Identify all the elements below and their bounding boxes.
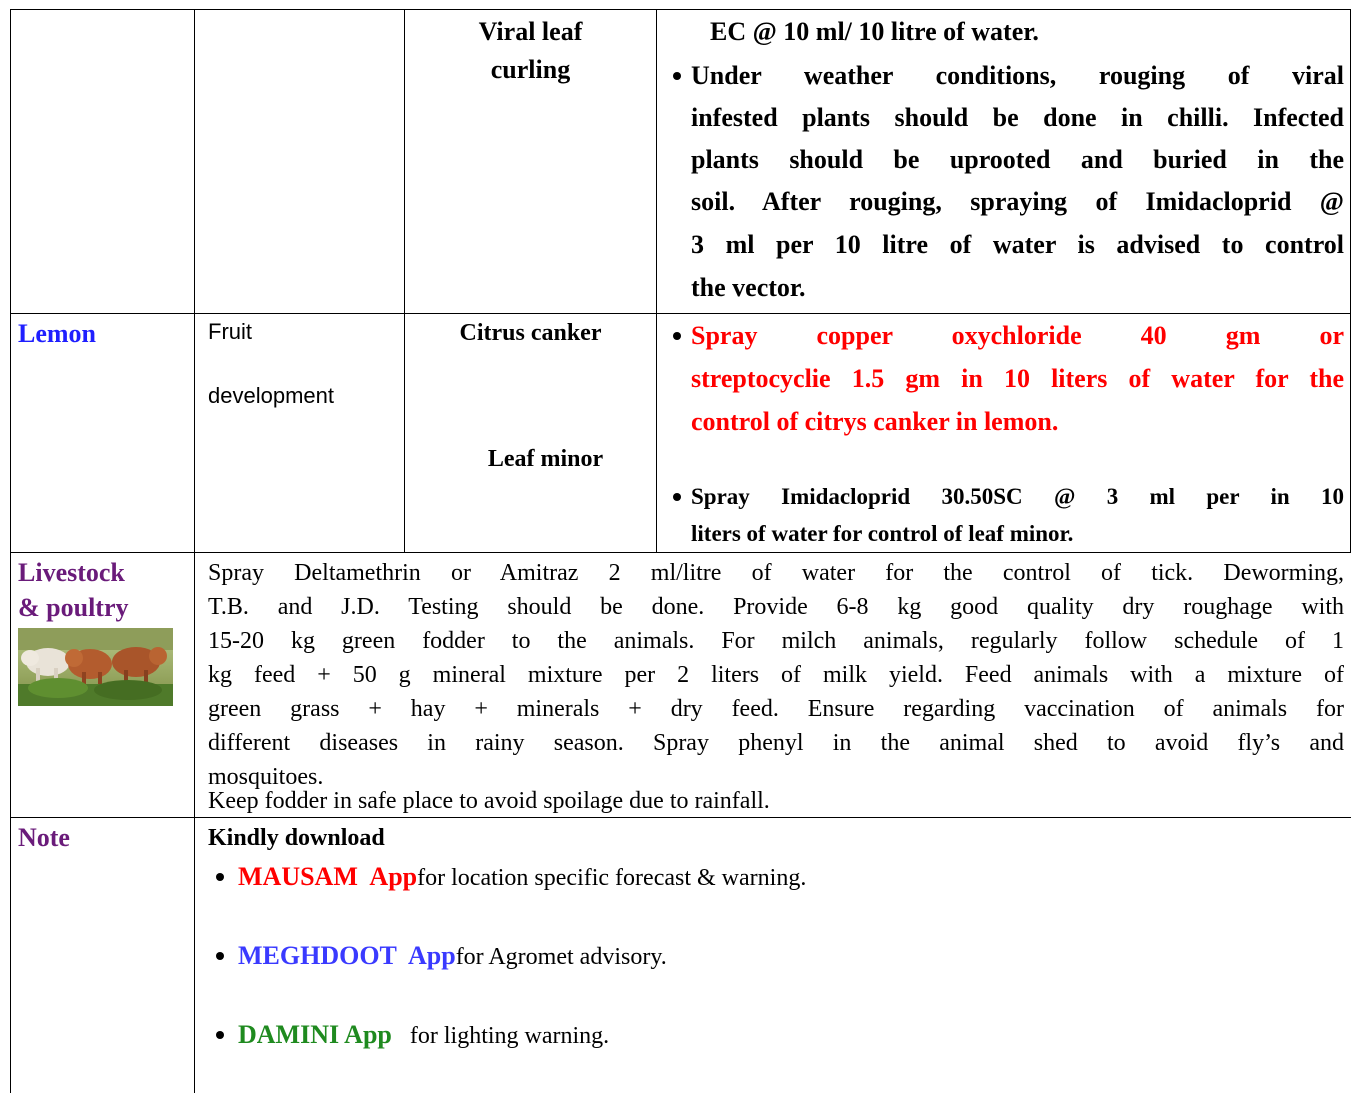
stage-development: development	[208, 383, 334, 408]
livestock-text-line4: kg feed + 50 g mineral mixture per 2 liters of milk yield. Feed animals with a mixture of	[208, 662, 1344, 688]
lemon-advice2-line1: Spray Imidacloprid 30.50SC @ 3 ml per in 10	[691, 484, 1344, 509]
livestock-text-line2: T.B. and J.D. Testing should be done. Provide 6-8 kg good quality dry roughage with	[208, 594, 1344, 620]
livestock-text-line1: Spray Deltamethrin or Amitraz 2 ml/litre of water for the control of tick. Deworming,	[208, 560, 1344, 586]
problem-leaf-minor: Leaf minor	[487, 446, 604, 472]
bullet-icon	[673, 493, 681, 501]
chilli-advice-line3: plants should be uprooted and buried in the	[691, 145, 1344, 174]
note-label: Note	[18, 823, 70, 852]
note-item-meghdoot	[238, 939, 667, 974]
livestock-text-line3: 15-20 kg green fodder to the animals. For milch animals, regularly follow schedule of 1	[208, 628, 1344, 654]
row-divider-2	[10, 552, 1351, 553]
row-divider-1	[10, 313, 1351, 314]
note-item-mausam	[238, 860, 806, 895]
table-border-right	[1350, 9, 1351, 552]
damini-app-desc: for lighting warning.	[391, 1023, 610, 1049]
chilli-advice-line2: infested plants should be done in chilli. Infected	[691, 103, 1344, 132]
problem-citrus-canker: Citrus canker	[459, 320, 602, 346]
table-border-top	[10, 9, 1351, 10]
livestock-label-line1: Livestock	[18, 558, 125, 587]
problem-viral-leaf-curling-line1: Viral leaf	[478, 17, 583, 46]
bullet-icon	[673, 332, 681, 340]
bullet-icon	[216, 873, 224, 881]
note-item-damini	[238, 1018, 609, 1053]
cattle-photo	[18, 628, 173, 706]
meghdoot-app-link[interactable]: MEGHDOOT App	[238, 941, 456, 970]
col-divider-1	[194, 9, 195, 1093]
lemon-advice1-line2: streptocyclie 1.5 gm in 10 liters of water for the	[691, 364, 1344, 393]
chilli-advice-line1: Under weather conditions, rouging of viral	[691, 61, 1344, 90]
livestock-label-line2: & poultry	[18, 593, 129, 622]
bullet-icon	[216, 952, 224, 960]
livestock-text-line6: different diseases in rainy season. Spray phenyl in the animal shed to avoid fly’s and	[208, 730, 1344, 756]
livestock-text-line8: Keep fodder in safe place to avoid spoilage due to rainfall.	[208, 788, 770, 814]
livestock-text-line5: green grass + hay + minerals + dry feed. Ensure regarding vaccination of animals for	[208, 696, 1344, 722]
chilli-advice-line4: soil. After rouging, spraying of Imidacloprid @	[691, 187, 1344, 216]
lemon-advice2-line2: liters of water for control of leaf minor.	[691, 521, 1074, 546]
lemon-advice1-line3: control of citrys canker in lemon.	[691, 407, 1059, 436]
meghdoot-app-desc: for Agromet advisory.	[455, 944, 667, 970]
cattle-image	[18, 628, 173, 706]
chilli-advice-line0: EC @ 10 ml/ 10 litre of water.	[710, 17, 1039, 46]
damini-app-link[interactable]: DAMINI App	[238, 1020, 392, 1049]
mausam-app-desc: for location specific forecast & warning.	[417, 865, 807, 891]
col-divider-2	[404, 9, 405, 552]
livestock-text-line7: mosquitoes.	[208, 764, 324, 790]
note-heading: Kindly download	[208, 825, 385, 851]
bullet-icon	[216, 1031, 224, 1039]
chilli-advice-line6: the vector.	[691, 273, 806, 302]
bullet-icon	[673, 72, 681, 80]
lemon-advice1-line1: Spray copper oxychloride 40 gm or	[691, 321, 1344, 350]
stage-fruit: Fruit	[208, 319, 252, 344]
mausam-app-link[interactable]: MAUSAM App	[238, 862, 418, 891]
crop-lemon: Lemon	[18, 319, 96, 348]
table-border-left	[10, 9, 11, 1093]
problem-viral-leaf-curling-line2: curling	[490, 55, 571, 84]
chilli-advice-line5: 3 ml per 10 litre of water is advised to control	[691, 230, 1344, 259]
